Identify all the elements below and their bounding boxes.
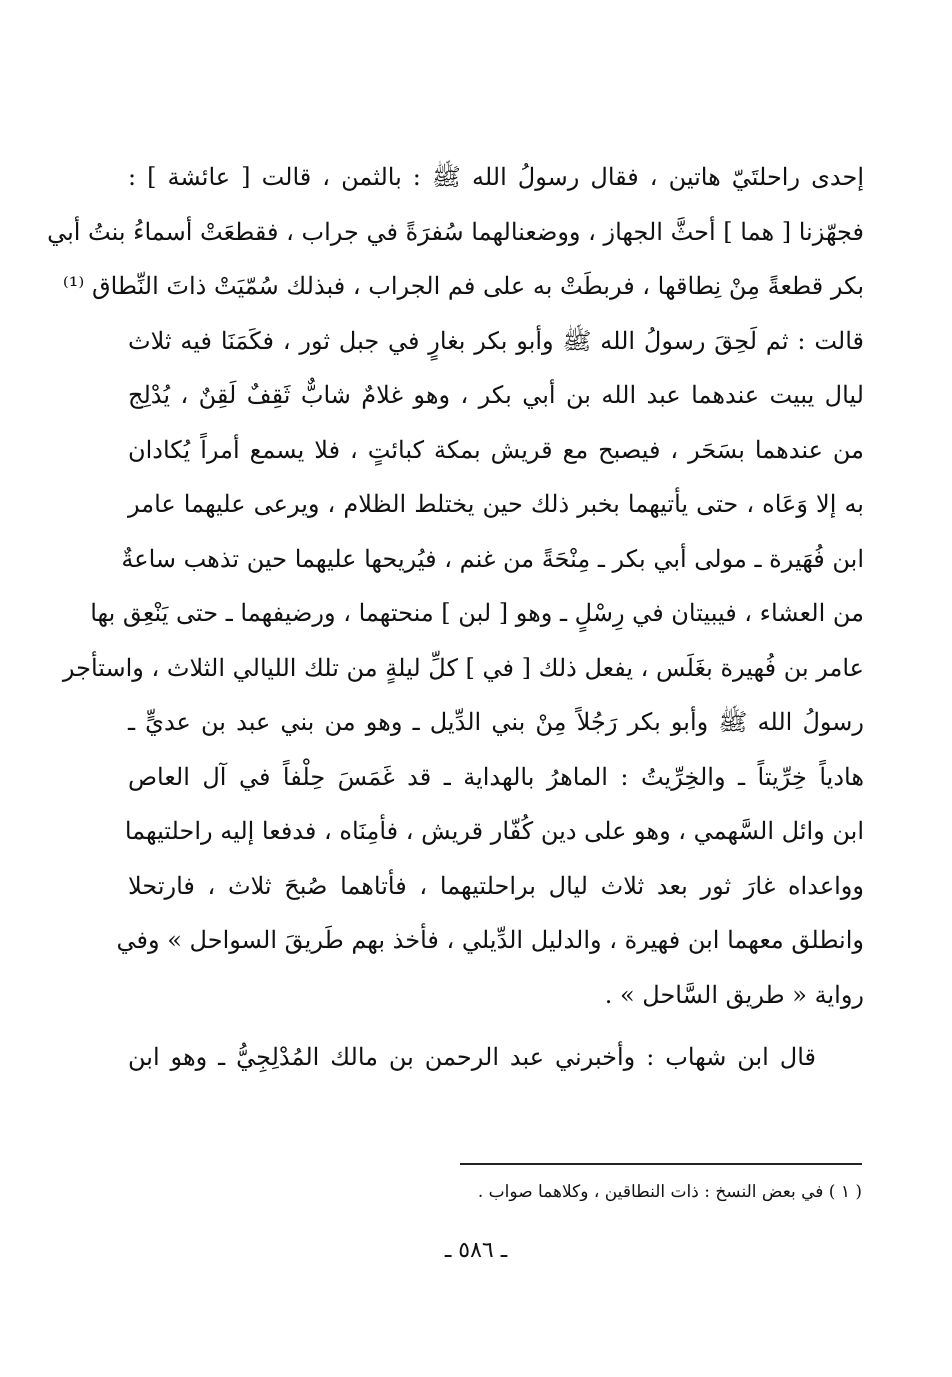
page-number: ـ ٥٨٦ ـ [444, 1238, 508, 1263]
text-line: إحدى راحلتَيّ هاتين ، فقال رسولُ الله ﷺ : بالثمن ، قالت [ عائشة ] : [128, 163, 864, 191]
text-line: فجهّزنا [ هما ] أحثَّ الجهاز ، ووضعنالهما سُفرَةً في جراب ، فقطعَتْ أسماءُ بنتُ أبي [47, 217, 864, 246]
text-line: رواية « طريق السَّاحل » . [604, 980, 864, 1009]
text-line: من العشاء ، فيبيتان في رِسْلٍ ـ وهو [ لبن ] منحتهما ، ورضيفهما ـ حتى يَنْعِق بها [90, 599, 864, 627]
text-line: وانطلق معهما ابن فهيرة ، والدليل الدِّيلي ، فأخذ بهم طَريقَ السواحل » وفي [116, 926, 864, 954]
text-line: قال ابن شهاب : وأخبرني عبد الرحمن بن مالك المُدْلِجِيُّ ـ وهو ابن [128, 1043, 816, 1071]
text-line: وواعداه غارَ ثور بعد ثلاث ليال براحلتيهما ، فأتاهما صُبحَ ثلاث ، فارتحلا [128, 871, 864, 900]
text-line: ابن فُهَيرة ـ مولى أبي بكر ـ مِنْحَةً من غنم ، فيُريحها عليهما حين تذهب ساعةٌ [121, 544, 864, 573]
text-line: بكر قطعةً مِنْ نِطاقها ، فربطَتْ به على فم الجراب ، فبذلك سُمّيَتْ ذاتَ النِّطاق ⁽¹⁾ [62, 272, 864, 300]
footnote: ( ١ ) في بعض النسخ : ذات النطاقين ، وكلاهما صواب . [477, 1182, 862, 1202]
text-line: هادياً خِرِّيتاً ـ والخِرِّيتُ : الماهرُ بالهداية ـ قد غَمَسَ حِلْفاً في آل العاص [128, 762, 864, 791]
text-line: ابن وائل السَّهمي ، وهو على دين كُفّار قريش ، فأمِنَاه ، فدفعا إليه راحلتيهما [124, 817, 864, 845]
text-line: قالت : ثم لَحِقَ رسولُ الله ﷺ وأبو بكر بغارٍ في جبل ثور ، فكَمَنَا فيه ثلاث [128, 326, 864, 355]
text-line: عامر بن فُهيرة بغَلَس ، يفعل ذلك [ في ] كلِّ ليلةٍ من تلك الليالي الثلاث ، واستأجر [62, 653, 864, 682]
text-line: به إلا وَعَاه ، حتى يأتيهما بخبر ذلك حين يختلط الظلام ، ويرعى عليهما عامر [128, 490, 864, 518]
main-text-block [47, 150, 864, 1085]
paragraph-gap [128, 1022, 864, 1030]
text-line: من عندهما بسَحَر ، فيصبح مع قريش بمكة كبائتٍ ، فلا يسمع أمراً يُكادان [128, 435, 864, 464]
text-line: رسولُ الله ﷺ وأبو بكر رَجُلاً مِنْ بني الدِّيل ـ وهو من بني عبد بن عديٍّ ـ [128, 708, 864, 736]
footnote-separator [460, 1163, 862, 1165]
text-line: ليال يبيت عندهما عبد الله بن أبي بكر ، وهو غلامٌ شابٌّ ثَقِفٌ لَقِنٌ ، يُدْلِج [128, 381, 864, 409]
